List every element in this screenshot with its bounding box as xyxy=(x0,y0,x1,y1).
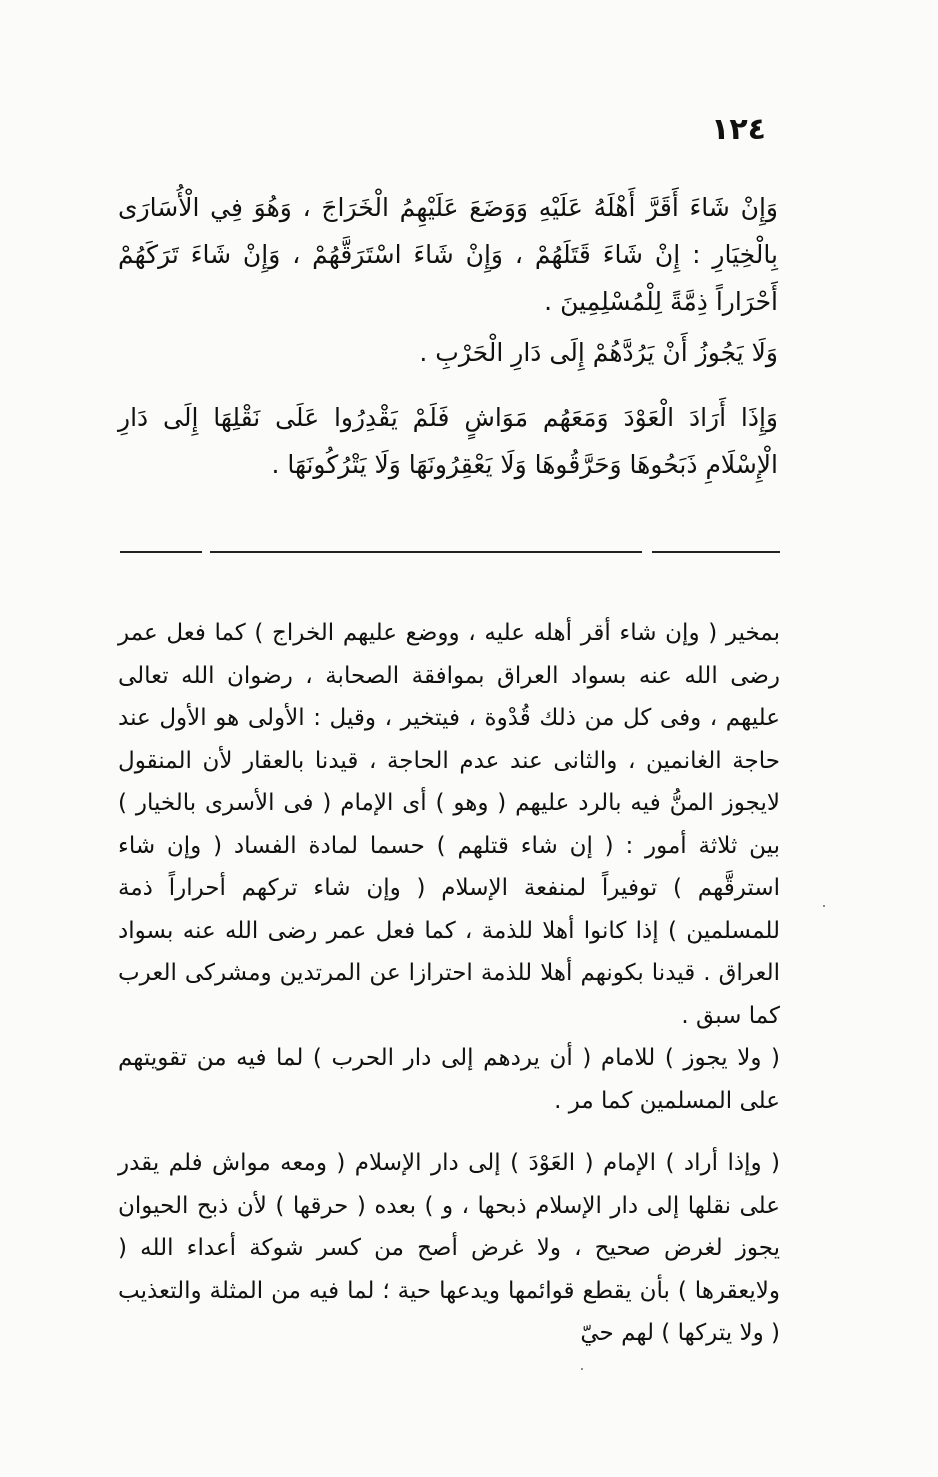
scan-speck xyxy=(581,1368,583,1370)
commentary-paragraph: ( وإذا أراد ) الإمام ( العَوْدَ ) إلى دار الإسلام ( ومعه مواش فلم يقدر على نقلها إلى دار الإسلام ذبحها ، و ) بعده ( حرقها ) لأن ذبح الحيوان يجوز لغرض صحيح ، ولا غرض أصح من كسر شوكة أعداء الله ( ولايعقرها ) بأن يقطع قوائمها ويدعها حية ؛ لما فيه من المثلة والتعذيب ( ولا يتركها ) لهم حيّ xyxy=(118,1150,780,1346)
scan-speck xyxy=(823,905,825,907)
main-text-paragraph: وَلَا يَجُوزُ أَنْ يَرُدَّهُمْ إِلَى دَارِ الْحَرْبِ . xyxy=(419,338,778,367)
main-text-block xyxy=(118,184,778,488)
commentary-paragraph: ( ولا يجوز ) للامام ( أن يردهم إلى دار الحرب ) لما فيه من تقويتهم على المسلمين كما مر . xyxy=(118,1045,780,1114)
main-text-paragraph: وَإِنْ شَاءَ أَقَرَّ أَهْلَهُ عَلَيْهِ وَوَضَعَ عَلَيْهِمُ الْخَرَاجَ ، وَهُوَ فِي الْأُسَارَى بِالْخِيَارِ : إِنْ شَاءَ قَتَلَهُمْ ، وَإِنْ شَاءَ اسْتَرَقَّهُمْ ، وَإِنْ شَاءَ تَرَكَهُمْ أَحْرَاراً ذِمَّةً لِلْمُسْلِمِينَ . xyxy=(118,193,778,316)
separator-rule xyxy=(210,551,642,553)
commentary-block xyxy=(118,612,780,1355)
page-number: ١٢٤ xyxy=(711,112,766,147)
commentary-paragraph: بمخير ( وإن شاء أقر أهله عليه ، ووضع عليهم الخراج ) كما فعل عمر رضى الله عنه بسواد العراق بموافقة الصحابة ، رضوان الله تعالى عليهم ، وفى كل من ذلك قُدْوة ، فيتخير ، وقيل : الأولى هو الأول عند حاجة الغانمين ، والثانى عند عدم الحاجة ، قيدنا بالعقار لأن المنقول لايجوز المنُّ فيه بالرد عليهم ( وهو ) أى الإمام ( فى الأسرى بالخيار ) بين ثلاثة أمور : ( إن شاء قتلهم ) حسما لمادة الفساد ( وإن شاء استرقَّهم ) توفيراً لمنفعة الإسلام ( وإن شاء تركهم أحراراً ذمة للمسلمين ) إذا كانوا أهلا للذمة ، كما فعل عمر رضى الله عنه بسواد العراق . قيدنا بكونهم أهلا للذمة احترازا عن المرتدين ومشركى العرب كما سبق . xyxy=(118,620,780,1029)
main-text-paragraph: وَإِذَا أَرَادَ الْعَوْدَ وَمَعَهُم مَوَاشٍ فَلَمْ يَقْدِرُوا عَلَى نَقْلِهَا إِلَى دَارِ الْإِسْلَامِ ذَبَحُوهَا وَحَرَّقُوهَا وَلَا يَعْقِرُونَهَا وَلَا يَتْرُكُونَهَا . xyxy=(118,403,778,479)
separator-rule xyxy=(652,551,780,553)
separator-rule xyxy=(120,551,202,553)
